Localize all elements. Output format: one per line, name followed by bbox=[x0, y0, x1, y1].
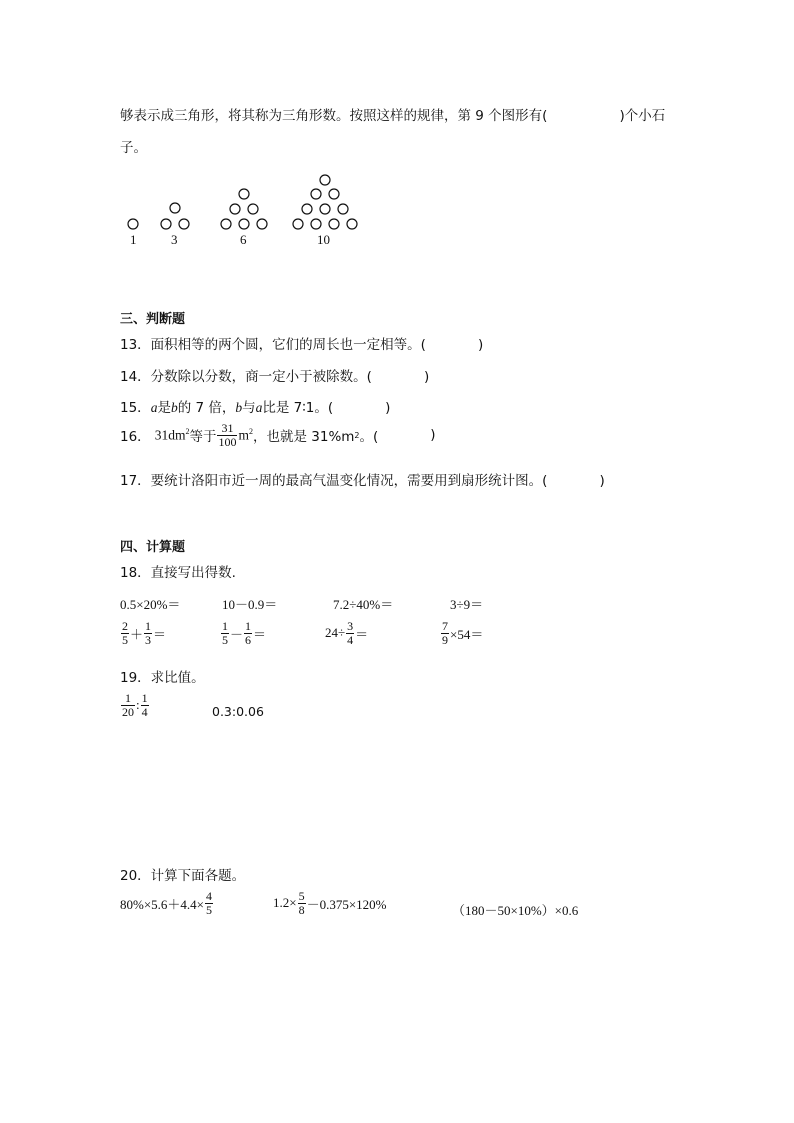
section-title-judgement: 三、判断题 bbox=[120, 312, 186, 327]
close-paren: ) bbox=[430, 427, 436, 444]
question-16 bbox=[120, 422, 436, 448]
figure-label-3: 3 bbox=[171, 232, 178, 247]
equals: ＝ bbox=[355, 626, 369, 642]
var-a: a bbox=[150, 400, 158, 415]
numerator: 4 bbox=[206, 889, 212, 903]
calc-item-multiply bbox=[440, 620, 483, 646]
denominator: 100 bbox=[218, 434, 237, 449]
stones bbox=[128, 175, 357, 229]
numerator: 1 bbox=[222, 619, 228, 633]
denominator: 20 bbox=[122, 704, 134, 719]
calc-text: ×54＝ bbox=[450, 626, 484, 642]
denominator: 6 bbox=[245, 632, 252, 647]
section-title-calculation: 四、计算题 bbox=[120, 540, 186, 555]
close-paren: ) bbox=[423, 369, 430, 385]
stone bbox=[311, 189, 321, 199]
q15-text: 比是 7∶1。( bbox=[262, 400, 334, 416]
equals: ＝ bbox=[153, 626, 167, 642]
q12-line1 bbox=[120, 104, 665, 124]
stone bbox=[293, 219, 303, 229]
numerator: 2 bbox=[122, 619, 128, 633]
q12-line2: 子。 bbox=[120, 140, 147, 156]
exponent: 2 bbox=[185, 426, 190, 436]
q16-unit bbox=[238, 427, 253, 444]
exponent: 2 bbox=[248, 426, 253, 436]
colon: : bbox=[136, 697, 140, 713]
fraction bbox=[221, 620, 229, 646]
stone bbox=[257, 219, 267, 229]
operator: ＋ bbox=[130, 626, 144, 642]
figure-label-1: 1 bbox=[130, 232, 137, 247]
calc-item: 7.2÷40%＝ bbox=[333, 597, 394, 612]
denominator: 3 bbox=[145, 632, 152, 647]
numerator: 5 bbox=[298, 889, 305, 903]
figure-label-6: 6 bbox=[240, 232, 247, 247]
stone bbox=[320, 175, 330, 185]
fraction bbox=[205, 890, 213, 916]
var-b: b bbox=[170, 400, 178, 415]
fraction bbox=[121, 692, 135, 718]
question-13 bbox=[120, 333, 483, 353]
fraction bbox=[244, 620, 252, 646]
q15-text: 与 bbox=[242, 400, 256, 416]
calc-item: 3÷9＝ bbox=[450, 597, 484, 612]
numerator: 3 bbox=[347, 619, 354, 633]
stone bbox=[128, 219, 138, 229]
numerator: 1 bbox=[141, 691, 148, 705]
question-19: 19．求比值。 bbox=[120, 670, 205, 686]
figure-label-10: 10 bbox=[317, 232, 330, 247]
close-paren: ) bbox=[599, 473, 605, 489]
q12-text: 够表示成三角形，将其称为三角形数。按照这样的规律，第 9 个图形有( bbox=[120, 108, 548, 124]
question-18: 18．直接写出得数. bbox=[120, 565, 236, 581]
ratio-item-1 bbox=[120, 692, 150, 718]
denominator: 4 bbox=[347, 632, 354, 647]
stone bbox=[302, 204, 312, 214]
q14-text: 14．分数除以分数，商一定小于被除数。( bbox=[120, 369, 372, 385]
calc-20-1 bbox=[120, 890, 214, 916]
stone bbox=[329, 219, 339, 229]
q16-text: 。( bbox=[359, 429, 379, 446]
q16-number: 16． bbox=[120, 429, 151, 446]
numerator: 7 bbox=[442, 619, 448, 633]
numerator: 31 bbox=[221, 421, 234, 435]
stone bbox=[221, 219, 231, 229]
unit: m bbox=[238, 427, 249, 443]
stone bbox=[347, 219, 357, 229]
fraction bbox=[441, 620, 449, 646]
q16-text: ，也就是 31%m bbox=[252, 429, 355, 446]
fraction-31-100 bbox=[217, 422, 237, 448]
calc-text: 24÷ bbox=[325, 625, 346, 641]
question-20: 20．计算下面各题。 bbox=[120, 868, 246, 884]
var-b: b bbox=[235, 400, 243, 415]
fraction bbox=[121, 620, 129, 646]
ratio-item-2: 0.3:0.06 bbox=[212, 704, 264, 719]
stone bbox=[248, 204, 258, 214]
calc-item: 10－0.9＝ bbox=[222, 597, 278, 612]
denominator: 5 bbox=[206, 902, 212, 917]
q15-text: 是 bbox=[157, 400, 171, 416]
q16-area bbox=[155, 427, 190, 444]
q13-text: 13．面积相等的两个圆，它们的周长也一定相等。( bbox=[120, 337, 426, 353]
question-15 bbox=[120, 396, 390, 416]
denominator: 5 bbox=[122, 632, 128, 647]
denominator: 9 bbox=[442, 632, 448, 647]
calc-item-division bbox=[325, 620, 368, 646]
numerator: 1 bbox=[145, 619, 152, 633]
exponent: 2 bbox=[354, 430, 360, 440]
stone bbox=[239, 189, 249, 199]
calc-text: 80%×5.6＋4.4× bbox=[120, 896, 204, 912]
q17-text: 17．要统计洛阳市近一周的最高气温变化情况，需要用到扇形统计图。( bbox=[120, 473, 548, 489]
triangle-numbers-figure bbox=[120, 170, 380, 250]
denominator: 8 bbox=[298, 902, 305, 917]
equals: ＝ bbox=[253, 626, 267, 642]
stone bbox=[311, 219, 321, 229]
calc-20-2 bbox=[273, 890, 387, 916]
calc-text: 1.2× bbox=[273, 895, 297, 911]
stone bbox=[170, 203, 180, 213]
question-17 bbox=[120, 469, 605, 489]
calc-text: －0.375×120% bbox=[306, 896, 387, 912]
q15-number: 15． bbox=[120, 400, 151, 416]
fraction bbox=[144, 620, 152, 646]
stone bbox=[179, 219, 189, 229]
denominator: 4 bbox=[141, 704, 148, 719]
q15-text: 的 7 倍， bbox=[177, 400, 236, 416]
stone bbox=[239, 219, 249, 229]
fraction bbox=[141, 692, 149, 718]
numerator: 1 bbox=[245, 619, 252, 633]
calc-20-3: （180－50×10%）×0.6 bbox=[452, 903, 579, 918]
var-a: a bbox=[255, 400, 263, 415]
stone bbox=[320, 204, 330, 214]
operator: － bbox=[230, 626, 244, 642]
close-paren: ) bbox=[477, 337, 484, 353]
question-14 bbox=[120, 365, 429, 385]
stone bbox=[329, 189, 339, 199]
fraction bbox=[346, 620, 354, 646]
q12-text-end: )个小石 bbox=[619, 108, 666, 124]
calc-item-fraction-diff bbox=[220, 620, 266, 646]
stone bbox=[161, 219, 171, 229]
q16-text: 等于 bbox=[189, 429, 217, 446]
stone bbox=[230, 204, 240, 214]
stone bbox=[338, 204, 348, 214]
denominator: 5 bbox=[222, 632, 228, 647]
q16-value: 31dm bbox=[154, 427, 186, 443]
numerator: 1 bbox=[125, 691, 131, 705]
close-paren: ) bbox=[385, 400, 391, 416]
fraction bbox=[298, 890, 306, 916]
calc-item: 0.5×20%＝ bbox=[120, 597, 181, 612]
calc-item-fraction-sum bbox=[120, 620, 166, 646]
